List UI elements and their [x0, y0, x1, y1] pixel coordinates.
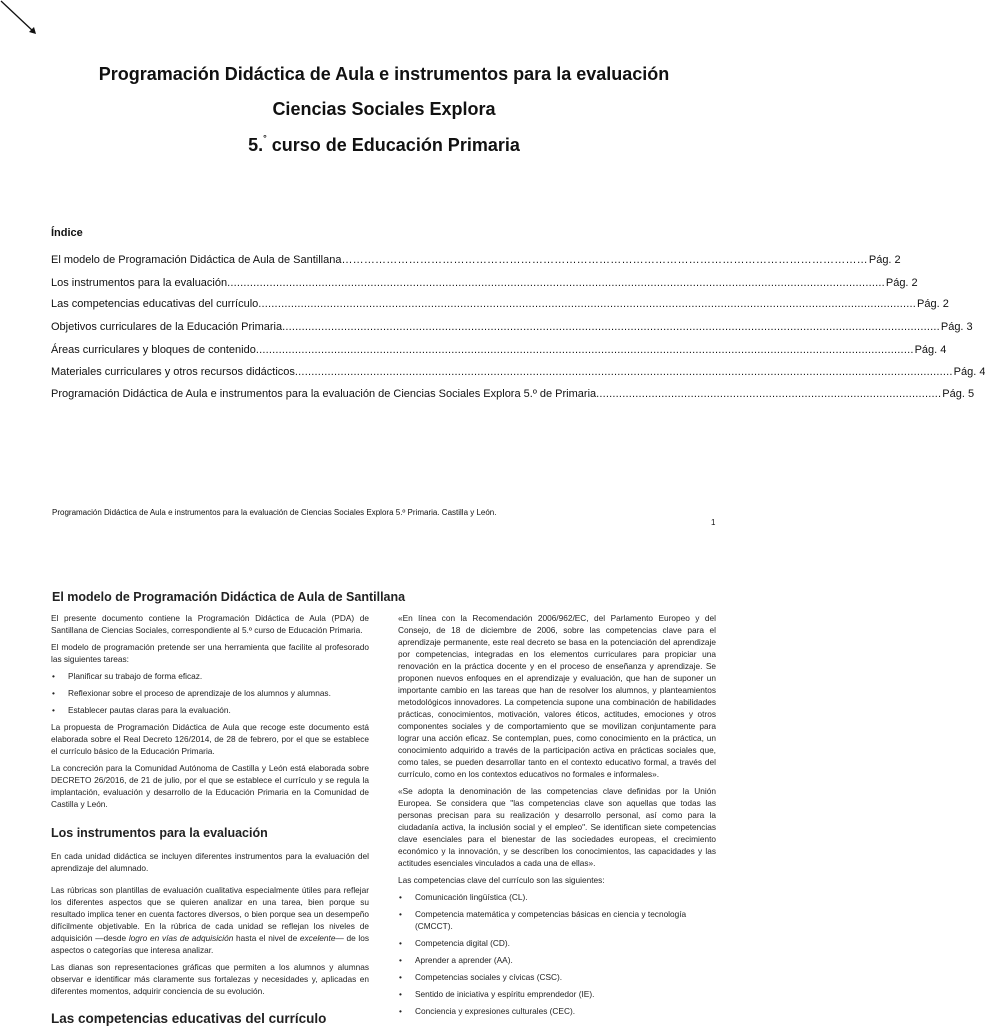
paragraph: El presente documento contiene la Programación Didáctica de Aula (PDA) de Santillana de Ciencias Sociales, correspondiente al 5.º curso de Educación Primaria.: [51, 613, 369, 635]
competence-list: [398, 891, 716, 1017]
toc-page: Pág. 3: [940, 321, 973, 333]
toc-page: Pág. 4: [953, 366, 985, 378]
toc-entry-label: Objetivos curriculares de la Educación Primaria: [51, 321, 283, 333]
list-item: • Reflexionar sobre el proceso de aprendizaje de los alumnos y alumnas.: [51, 687, 369, 699]
toc-page: Pág. 2: [885, 277, 918, 289]
toc-leader: ..........................................................................................................: [596, 388, 942, 400]
toc-leader: ..........................................................................................................................................................................................................: [227, 277, 885, 289]
toc-entry-label: Materiales curriculares y otros recursos didácticos: [51, 366, 295, 378]
text-run: hasta el nivel de: [233, 933, 300, 943]
page-footer: Programación Didáctica de Aula e instrumentos para la evaluación de Ciencias Sociales Explora 5.º Primaria. Castilla y León.: [52, 508, 497, 517]
toc-entry[interactable]: [51, 321, 973, 333]
toc-entry-label: El modelo de Programación Didáctica de Aula de Santillana: [51, 254, 342, 266]
list-item: • Competencia digital (CD).: [398, 937, 716, 949]
text-run: Las rúbricas son plantillas de evaluación cualitativa especialmente útiles para reflejar los diferentes aspectos que se quieren analizar en una tarea, bien porque su resultado implica tener en cuenta factores diversos, o bien porque sea un desempeño difícilmente objetivable. En la rúbrica de cada unidad se reflejan los niveles de adquisición —desde: [51, 885, 369, 943]
list-item: • Competencia matemática y competencias básicas en ciencia y tecnología (CMCCT).: [398, 908, 716, 932]
list-item: • Establecer pautas claras para la evaluación.: [51, 704, 369, 716]
course-ordinal: °: [263, 133, 267, 143]
paragraph: Las competencias clave del currículo son las siguientes:: [398, 875, 605, 885]
right-column: [398, 612, 716, 1022]
text-run-italic: excelente: [299, 933, 336, 943]
list-item: • Conciencia y expresiones culturales (CEC).: [398, 1005, 716, 1017]
left-column-lower: [51, 850, 369, 1002]
toc-entry-label: Programación Didáctica de Aula e instrumentos para la evaluación de Ciencias Sociales Explora 5.º de Primaria: [51, 388, 597, 400]
list-item: • Comunicación lingüística (CL).: [398, 891, 716, 903]
page-subtitle: Ciencias Sociales Explora: [272, 99, 496, 119]
toc-page: Pág. 4: [914, 344, 947, 356]
paragraph: [51, 884, 369, 956]
toc-entry-label: Áreas curriculares y bloques de contenido: [51, 344, 256, 356]
toc-entry-label: Las competencias educativas del currículo: [51, 298, 259, 310]
left-column: [51, 612, 369, 815]
paragraph: «En línea con la Recomendación 2006/962/EC, del Parlamento Europeo y del Consejo, de 18 de diciembre de 2006, sobre las competencias clave para el aprendizaje permanente, este real decreto se basa en la potenciación del aprendizaje por competencias, integradas en los elementos curriculares para propiciar una renovación en la práctica docente y en el proceso de enseñanza y aprendizaje. Se proponen nuevos enfoques en el aprendizaje y evaluación, que han de suponer un importante cambio en las tareas que han de resolver los alumnos, y planteamientos metodológicos innovadores. La competencia supone una combinación de habilidades prácticas, conocimientos, motivación, valores éticos, actitudes, emociones y otros componentes sociales y de comportamiento que se movilizan conjuntamente para lograr una acción eficaz. Se contemplan, pues, como conocimiento en la práctica, un conocimiento adquirido a través de la participación activa en prácticas sociales que, como tales, se pueden desarrollar tanto en el contexto educativo formal, a través del currículo, como en los contextos educativos no formales e informales».: [398, 613, 716, 779]
paragraph: Las dianas son representaciones gráficas que permiten a los alumnos y alumnas observar e identificar más claramente sus fortalezas y necesidades y, aplicadas en diferentes momentos, adquirir conciencia de su evolución.: [51, 962, 369, 996]
arrow-down-right-icon: [0, 0, 40, 40]
text-run-italic: logro en vías de adquisición: [128, 933, 234, 943]
toc-entry[interactable]: [51, 388, 975, 400]
toc-leader: ……………………………………………………………………………………………………………………………: [341, 254, 868, 266]
paragraph: «Se adopta la denominación de las competencias clave definidas por la Unión Europea. Se considera que "las competencias clave son aquellas que todas las personas precisan para su realización y desarrollo personal, así como para la ciudadanía activa, la inclusión social y el empleo". Se identifican siete competencias clave esenciales para el bienestar de las sociedades europeas, el crecimiento económico y la innovación, y se describen los conocimientos, las capacidades y las actitudes esenciales vinculados a cada una de ellas».: [398, 786, 716, 868]
section-heading-competences: Las competencias educativas del currículo: [51, 1011, 327, 1026]
section-heading-model: El modelo de Programación Didáctica de Aula de Santillana: [52, 590, 406, 604]
toc-leader: ..........................................................................................................................................................................................................: [255, 344, 914, 356]
task-list: [51, 670, 369, 716]
index-heading: Índice: [51, 227, 83, 239]
paragraph: El modelo de programación pretende ser una herramienta que facilite al profesorado las siguientes tareas:: [51, 642, 369, 664]
paragraph: La concreción para la Comunidad Autónoma de Castilla y León está elaborada sobre DECRETO 26/2016, de 21 de julio, por el que se establece el currículo y se regula la implantación, evaluación y desarrollo de la Educación Primaria en la Comunidad de Castilla y León.: [51, 763, 369, 809]
toc-entry-label: Los instrumentos para la evaluación: [51, 277, 228, 289]
course-label: curso de Educación Primaria: [266, 135, 520, 155]
paragraph: En cada unidad didáctica se incluyen diferentes instrumentos para la evaluación del aprendizaje del alumnado.: [51, 851, 369, 873]
toc-leader: ..........................................................................................................................................................................................................: [258, 298, 917, 310]
page-number: 1: [711, 518, 716, 527]
toc-entry[interactable]: [51, 254, 901, 266]
toc-entry[interactable]: [51, 366, 985, 378]
toc-leader: ..........................................................................................................................................................................................................: [282, 321, 940, 333]
text-run: — de los aspectos o categorías que interesa analizar.: [51, 933, 370, 955]
page-title: Programación Didáctica de Aula e instrumentos para la evaluación: [98, 64, 670, 84]
section-heading-instruments: Los instrumentos para la evaluación: [51, 826, 268, 840]
list-item: • Planificar su trabajo de forma eficaz.: [51, 670, 369, 682]
list-item: • Competencias sociales y cívicas (CSC).: [398, 971, 716, 983]
list-item: • Aprender a aprender (AA).: [398, 954, 716, 966]
toc-entry[interactable]: [51, 344, 947, 356]
course-title: [0, 135, 768, 156]
toc-page: Pág. 2: [917, 298, 949, 310]
toc-page: Pág. 2: [868, 254, 901, 266]
toc-entry[interactable]: [51, 298, 949, 310]
paragraph: La propuesta de Programación Didáctica de Aula que recoge este documento está elaborada sobre el Real Decreto 126/2014, de 28 de febrero, por el que se establece el currículo básico de la Educación Primaria.: [51, 722, 369, 756]
toc-entry[interactable]: [51, 277, 918, 289]
course-number: 5.: [248, 135, 264, 155]
list-item: • Sentido de iniciativa y espíritu emprendedor (IE).: [398, 988, 716, 1000]
toc-leader: ..........................................................................................................................................................................................................: [294, 366, 953, 378]
toc-page: Pág. 5: [942, 388, 975, 400]
